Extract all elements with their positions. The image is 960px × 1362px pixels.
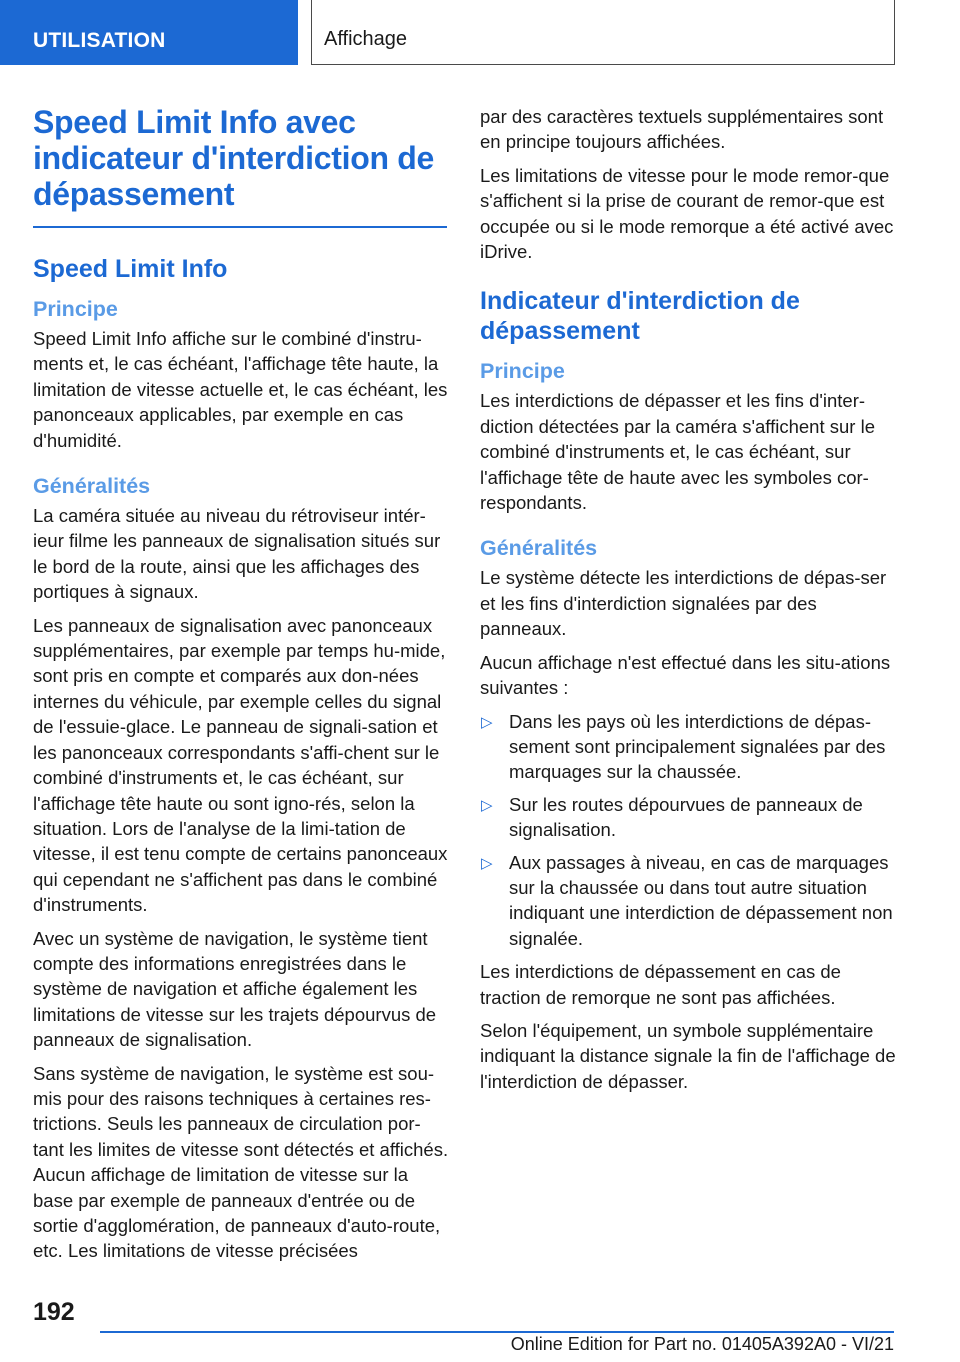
chapter-tab: [0, 0, 298, 65]
paragraph: La caméra située au niveau du rétroviseur intér-ieur filme les panneaux de signalisation situés sur le bord de la route, ainsi que les affichages des portiques à signaux.: [33, 505, 441, 603]
list-item: ▷ Aux passages à niveau, en cas de marquages sur la chaussée ou dans tout autre situation indiquant une interdiction de dépassement non signalée.: [481, 851, 893, 949]
paragraph: par des caractères textuels supplémentaires sont en principe toujours affichées.: [480, 106, 884, 153]
triangle-right-icon: ▷: [481, 854, 493, 872]
overtaking-indicator-heading: Indicateur d'interdiction de dépassement: [480, 287, 800, 346]
generalites-heading: Généralités: [480, 536, 598, 561]
paragraph: Aucun affichage n'est effectué dans les situ-ations suivantes :: [480, 651, 891, 699]
paragraph: Avec un système de navigation, le système tient compte des informations enregistrées dans le système de navigation et affiche également les limitations de vitesse sur les trajets dépourvus de panneaux de signalisation.: [33, 927, 437, 1051]
paragraph: Le système détecte les interdictions de dépas-ser et les fins d'interdiction signalées par des panneaux.: [480, 567, 887, 640]
list-item: ▷ Sur les routes dépourvues de panneaux de signalisation.: [481, 793, 863, 841]
speed-limit-info-heading: Speed Limit Info: [33, 255, 228, 283]
paragraph: Sans système de navigation, le système est sou-mis pour des raisons techniques à certaines res-trictions. Seuls les panneaux de circulation por-tant les limites de vitesse sont détectés et affichés. Aucun affichage de limitation de vitesse sur la base par exemple de panneaux d'entrée ou de sortie d'agglomération, de panneaux d'auto-route, etc. Les limitations de vitesse précisées: [33, 1062, 449, 1262]
page-title: Speed Limit Info avec indicateur d'interdiction de dépassement: [33, 104, 435, 212]
right-column: [480, 104, 898, 1102]
principe-heading: Principe: [33, 297, 118, 321]
paragraph: Les limitations de vitesse pour le mode remor-que s'affichent si la prise de courant de remor-que est occupée ou si le mode remorque a été activé avec iDrive.: [480, 164, 894, 263]
generalites-heading: Généralités: [33, 474, 151, 499]
footer-divider: [100, 1331, 894, 1333]
edition-footer: Online Edition for Part no. 01405A392A0 - VI/21: [510, 1334, 894, 1354]
bullet-list: [480, 709, 898, 952]
triangle-right-icon: ▷: [481, 713, 493, 731]
section-label: Affichage: [324, 28, 408, 50]
title-divider: [33, 226, 447, 228]
principe-paragraph: Les interdictions de dépasser et les fins d'inter-diction détectées par la caméra s'affichent sur le combiné d'instruments et, le cas échéant, sur l'affichage tête de haute avec les symboles cor-respondants.: [480, 390, 875, 514]
list-item: ▷ Dans les pays où les interdictions de dépas-sement sont principalement signalées par des marquages sur la chaussée.: [481, 710, 886, 783]
page-number: 192: [33, 1298, 75, 1326]
paragraph: Les panneaux de signalisation avec panonceaux supplémentaires, par exemple par temps hu-mide, sont pris en compte et comparés aux don-nées internes du véhicule, par exemple celles du signal de l'essuie-glace. Le panneau de signali-sation et les panonceaux correspondants s'affi-chent sur le combiné d'instruments et, le cas échéant, sur l'affichage tête haute ou sont igno-rés, selon la situation. Lors de l'analyse de la limi-tation de vitesse, il est tenu compte de certains panonceaux qui cependant ne s'affichent pas dans le combiné d'instruments.: [33, 614, 448, 916]
left-column: [33, 104, 449, 1272]
paragraph: Selon l'équipement, un symbole supplémentaire indiquant la distance signale la fin de l'affichage de l'interdiction de dépasser.: [480, 1019, 896, 1092]
paragraph: Les interdictions de dépassement en cas de traction de remorque ne sont pas affichées.: [480, 961, 841, 1008]
triangle-right-icon: ▷: [481, 796, 493, 814]
chapter-label: UTILISATION: [33, 29, 166, 52]
principe-paragraph: Speed Limit Info affiche sur le combiné d'instru-ments et, le cas échéant, l'affichage tête haute, la limitation de vitesse actuelle et, le cas échéant, les panonceaux applicables, par exemple en cas d'humidité.: [33, 328, 448, 451]
principe-heading: Principe: [480, 359, 565, 384]
